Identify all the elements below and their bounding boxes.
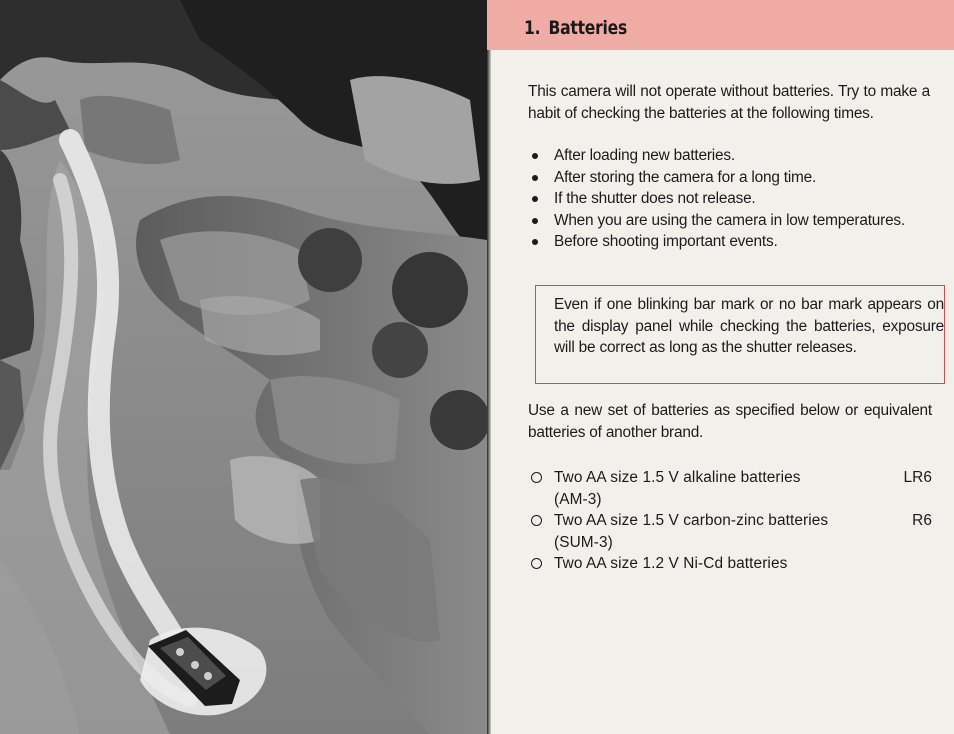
bullet-icon xyxy=(532,239,538,245)
intro-paragraph xyxy=(528,81,930,124)
list-item xyxy=(530,467,932,510)
option-subtext: (SUM-3) xyxy=(554,533,613,551)
intro-text: This camera will not operate without batteries. Try to make a habit of checking the batteries at the following times. xyxy=(528,83,930,122)
list-item xyxy=(528,210,930,232)
circle-bullet-icon xyxy=(531,515,542,526)
list-item-text: When you are using the camera in low temperatures. xyxy=(554,211,906,229)
bullet-icon xyxy=(532,153,538,159)
page-gutter-shadow xyxy=(487,0,491,734)
note-text: Even if one blinking bar mark or no bar mark appears on the display panel while checking the batteries, exposure will be correct as long as the shutter releases. xyxy=(554,296,944,356)
list-item xyxy=(530,510,932,553)
spec-paragraph xyxy=(528,400,932,443)
note-box xyxy=(535,285,945,384)
option-text: Two AA size 1.2 V Ni-Cd batteries xyxy=(554,555,788,572)
option-line xyxy=(554,553,932,575)
battery-options-list xyxy=(530,467,932,575)
bullet-icon xyxy=(532,175,538,181)
section-heading xyxy=(524,17,627,39)
option-text: Two AA size 1.5 V alkaline batteries xyxy=(554,469,801,486)
option-text: Two AA size 1.5 V carbon-zinc batteries xyxy=(554,512,829,529)
list-item xyxy=(528,167,930,189)
bullet-icon xyxy=(532,218,538,224)
section-number: 1. xyxy=(524,17,541,39)
bullet-icon xyxy=(532,196,538,202)
check-times-list xyxy=(528,145,930,253)
list-item-text: After storing the camera for a long time. xyxy=(554,168,817,186)
option-subtext: (AM-3) xyxy=(554,490,602,508)
list-item xyxy=(528,145,930,167)
section-heading-band xyxy=(487,0,954,50)
list-item xyxy=(528,188,930,210)
circle-bullet-icon xyxy=(531,472,542,483)
option-line xyxy=(554,510,932,532)
list-item-text: Before shooting important events. xyxy=(554,233,778,250)
list-item xyxy=(528,231,930,253)
option-code: LR6 xyxy=(903,469,932,486)
list-item-text: After loading new batteries. xyxy=(554,147,735,164)
option-code: R6 xyxy=(912,512,932,529)
section-title: Batteries xyxy=(548,17,627,39)
list-item xyxy=(530,553,932,575)
list-item-text: If the shutter does not release. xyxy=(554,190,756,207)
text-page xyxy=(487,0,954,734)
option-line xyxy=(554,467,932,489)
circle-bullet-icon xyxy=(531,558,542,569)
spec-text: Use a new set of batteries as specified below or equivalent batteries of another brand. xyxy=(528,402,932,441)
